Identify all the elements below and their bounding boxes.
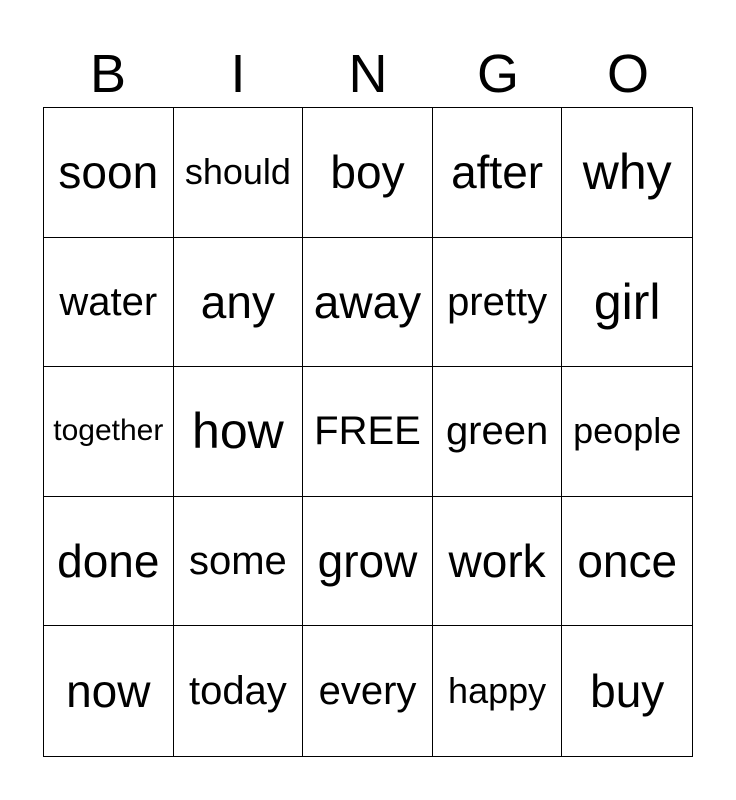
bingo-cell-r5-c1[interactable]: [44, 626, 174, 756]
cell-word: away: [313, 275, 422, 328]
bingo-cell-r3-c1[interactable]: [44, 367, 174, 497]
bingo-cell-r2-c4[interactable]: [433, 238, 563, 368]
bingo-cell-r1-c1[interactable]: [44, 108, 174, 238]
bingo-cell-r5-c2[interactable]: [174, 626, 304, 756]
bingo-header: [43, 42, 693, 106]
bingo-cell-r2-c1[interactable]: [44, 238, 174, 368]
bingo-cell-r4-c1[interactable]: [44, 497, 174, 627]
bingo-cell-r1-c2[interactable]: [174, 108, 304, 238]
header-letter-g: G: [476, 44, 519, 104]
cell-word: why: [582, 144, 672, 201]
cell-word: how: [192, 403, 284, 460]
cell-word: now: [66, 665, 151, 718]
free-space: FREE: [314, 409, 421, 454]
bingo-cell-r5-c4[interactable]: [433, 626, 563, 756]
cell-word: buy: [590, 665, 665, 718]
cell-word: every: [318, 669, 417, 714]
cell-word: green: [445, 409, 549, 454]
header-letter-i: I: [230, 44, 246, 104]
cell-word: together: [53, 414, 164, 448]
bingo-cell-r1-c5[interactable]: [562, 108, 692, 238]
cell-word: some: [188, 539, 287, 584]
bingo-cell-r2-c2[interactable]: [174, 238, 304, 368]
cell-word: water: [59, 279, 158, 324]
bingo-cell-r4-c4[interactable]: [433, 497, 563, 627]
header-letter-o: O: [606, 44, 649, 104]
cell-word: once: [577, 535, 678, 588]
cell-word: girl: [593, 273, 661, 330]
bingo-cell-r4-c5[interactable]: [562, 497, 692, 627]
cell-word: after: [451, 146, 544, 199]
cell-word: today: [188, 669, 287, 714]
bingo-cell-r1-c4[interactable]: [433, 108, 563, 238]
cell-word: happy: [448, 670, 547, 712]
bingo-cell-r3-c5[interactable]: [562, 367, 692, 497]
cell-word: people: [573, 410, 682, 452]
header-letter-n: N: [348, 44, 388, 104]
cell-word: grow: [317, 535, 418, 588]
bingo-cell-r5-c5[interactable]: [562, 626, 692, 756]
cell-word: pretty: [447, 279, 548, 324]
header-letter-b: B: [89, 44, 127, 104]
bingo-cell-r4-c2[interactable]: [174, 497, 304, 627]
cell-word: work: [448, 535, 546, 588]
cell-word: should: [184, 151, 291, 193]
bingo-cell-r2-c3[interactable]: [303, 238, 433, 368]
cell-word: soon: [58, 146, 159, 199]
bingo-cell-r3-c4[interactable]: [433, 367, 563, 497]
bingo-cell-r5-c3[interactable]: [303, 626, 433, 756]
bingo-cell-r3-c2[interactable]: [174, 367, 304, 497]
bingo-cell-r1-c3[interactable]: [303, 108, 433, 238]
cell-word: done: [57, 535, 160, 588]
bingo-cell-r2-c5[interactable]: [562, 238, 692, 368]
cell-word: any: [200, 275, 275, 328]
bingo-board: [43, 107, 693, 757]
bingo-cell-r3-c3[interactable]: [303, 367, 433, 497]
cell-word: boy: [330, 146, 405, 199]
bingo-cell-r4-c3[interactable]: [303, 497, 433, 627]
